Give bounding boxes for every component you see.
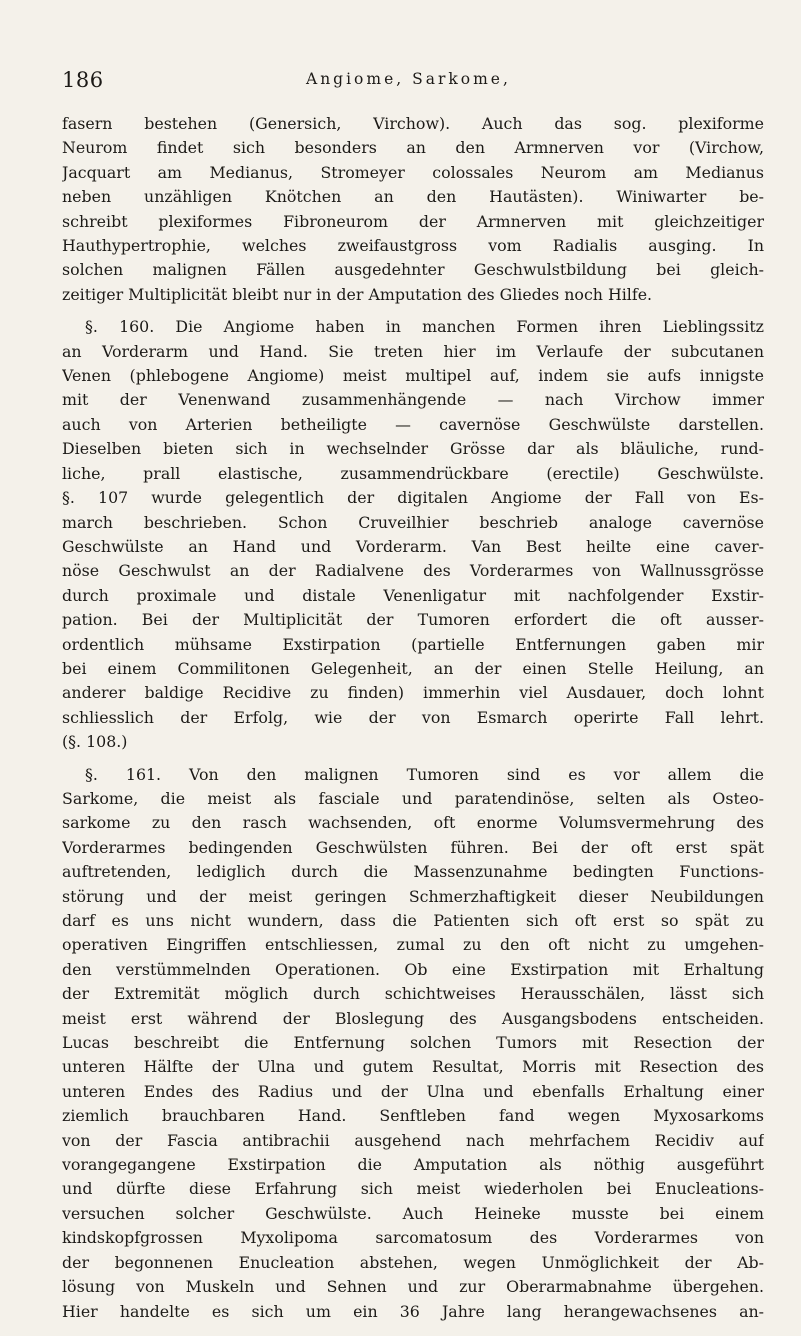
text-line: darf es uns nicht wundern, dass die Patienten sich oft erst so spät zu xyxy=(62,911,764,930)
text-line: Venen (phlebogene Angiome) meist multipel auf, indem sie aufs innigste xyxy=(62,366,764,386)
text-line: anderer baldige Recidive zu finden) immerhin viel Ausdauer, doch lohnt xyxy=(62,683,764,703)
text-line: unteren Endes des Radius und der Ulna und ebenfalls Erhaltung einer xyxy=(62,1081,764,1101)
text-line: der Extremität möglich durch schichtweises Herausschälen, lässt sich xyxy=(62,984,764,1004)
text-line: nöse Geschwulst an der Radialvene des Vorderarmes von Wallnussgrösse xyxy=(62,561,764,581)
text-line: fasern bestehen (Genersich, Virchow). Auch das sog. plexiforme xyxy=(62,114,764,133)
text-line: Jacquart am Medianus, Stromeyer colossales Neurom am Medianus xyxy=(62,162,764,182)
text-line: unteren Hälfte der Ulna und gutem Resultat, Morris mit Resection des xyxy=(62,1057,764,1077)
text-line: und dürfte diese Erfahrung sich meist wiederholen bei Enucleations- xyxy=(62,1179,764,1199)
text-line: neben unzähligen Knötchen an den Hautästen). Winiwarter be- xyxy=(62,187,764,207)
text-line: Neurom findet sich besonders an den Armnerven vor (Virchow, xyxy=(62,138,764,158)
text-line: Geschwülste an Hand und Vorderarm. Van Best heilte eine caver- xyxy=(62,536,764,556)
text-line: mit der Venenwand zusammenhängende — nach Virchow immer xyxy=(62,390,764,410)
text-line: zeitiger Multiplicität bleibt nur in der Amputation des Gliedes noch Hilfe. xyxy=(62,284,653,304)
text-line: Lucas beschreibt die Entfernung solchen Tumors mit Resection der xyxy=(62,1033,764,1053)
text-line: versuchen solcher Geschwülste. Auch Heineke musste bei einem xyxy=(62,1203,764,1223)
text-line: Sarkome, die meist als fasciale und paratendinöse, selten als Osteo- xyxy=(62,788,764,808)
paragraph-gap xyxy=(62,307,764,315)
text-line: der begonnenen Enucleation abstehen, wegen Unmöglichkeit der Ab- xyxy=(62,1252,764,1272)
text-line: solchen malignen Fällen ausgedehnter Geschwulstbildung bei gleich- xyxy=(62,260,764,280)
text-line: Hier handelte es sich um ein 36 Jahre lang herangewachsenes an- xyxy=(62,1301,764,1321)
text-line: lösung von Muskeln und Sehnen und zur Oberarmabnahme übergehen. xyxy=(62,1277,764,1297)
text-line: Hauthypertrophie, welches zweifaustgross vom Radialis ausging. In xyxy=(62,236,764,256)
page-header xyxy=(62,68,762,98)
paragraph-160 xyxy=(62,315,764,754)
text-line: Dieselben bieten sich in wechselnder Grösse dar als bläuliche, rund- xyxy=(62,439,764,459)
text-line: durch proximale und distale Venenligatur mit nachfolgender Exstir- xyxy=(62,585,764,605)
text-line: meist erst während der Bloslegung des Ausgangsbodens entscheiden. xyxy=(62,1008,764,1028)
text-line: §. 160. Die Angiome haben in manchen Formen ihren Lieblingssitz xyxy=(85,317,764,337)
text-line: an Vorderarm und Hand. Sie treten hier im Verlaufe der subcutanen xyxy=(62,341,764,361)
text-line: Vorderarmes bedingenden Geschwülsten führen. Bei der oft erst spät xyxy=(62,837,764,857)
text-line: §. 161. Von den malignen Tumoren sind es vor allem die xyxy=(85,764,764,784)
paragraph-neurom xyxy=(62,112,764,307)
text-line: schliesslich der Erfolg, wie der von Esmarch operirte Fall lehrt. xyxy=(62,707,764,727)
text-line: (§. 108.) xyxy=(62,732,128,752)
text-line: schreibt plexiformes Fibroneurom der Armnerven mit gleichzeitiger xyxy=(62,211,764,231)
text-line: vorangegangene Exstirpation die Amputation als nöthig ausgeführt xyxy=(62,1155,764,1175)
text-line: den verstümmelnden Operationen. Ob eine Exstirpation mit Erhaltung xyxy=(62,959,764,979)
text-line: ziemlich brauchbaren Hand. Senftleben fand wegen Myxosarkoms xyxy=(62,1106,764,1126)
text-line: liche, prall elastische, zusammendrückbare (erectile) Geschwülste. xyxy=(62,463,764,483)
running-head: Angiome, Sarkome, xyxy=(306,70,511,88)
text-line: march beschrieben. Schon Cruveilhier beschrieb analoge cavernöse xyxy=(62,512,764,532)
text-line: kindskopfgrossen Myxolipoma sarcomatosum des Vorderarmes von xyxy=(62,1228,764,1248)
body-text xyxy=(62,112,764,1324)
text-line: bei einem Commilitonen Gelegenheit, an der einen Stelle Heilung, an xyxy=(62,658,764,678)
text-line: ordentlich mühsame Exstirpation (partielle Entfernungen gaben mir xyxy=(62,634,764,654)
text-line: operativen Eingriffen entschliessen, zumal zu den oft nicht zu umgehen- xyxy=(62,935,764,955)
text-line: von der Fascia antibrachii ausgehend nach mehrfachem Recidiv auf xyxy=(62,1130,764,1150)
text-line: §. 107 wurde gelegentlich der digitalen Angiome der Fall von Es- xyxy=(62,488,764,508)
paragraph-161 xyxy=(62,763,764,1324)
page-number: 186 xyxy=(62,68,104,92)
paragraph-gap xyxy=(62,755,764,763)
text-line: auftretenden, lediglich durch die Massenzunahme bedingten Functions- xyxy=(62,862,764,882)
text-line: auch von Arterien betheiligte — cavernöse Geschwülste darstellen. xyxy=(62,414,764,434)
text-line: pation. Bei der Multiplicität der Tumoren erfordert die oft ausser- xyxy=(62,610,764,630)
text-line: störung und der meist geringen Schmerzhaftigkeit dieser Neubildungen xyxy=(62,886,764,906)
text-line: sarkome zu den rasch wachsenden, oft enorme Volumsvermehrung des xyxy=(62,813,764,833)
